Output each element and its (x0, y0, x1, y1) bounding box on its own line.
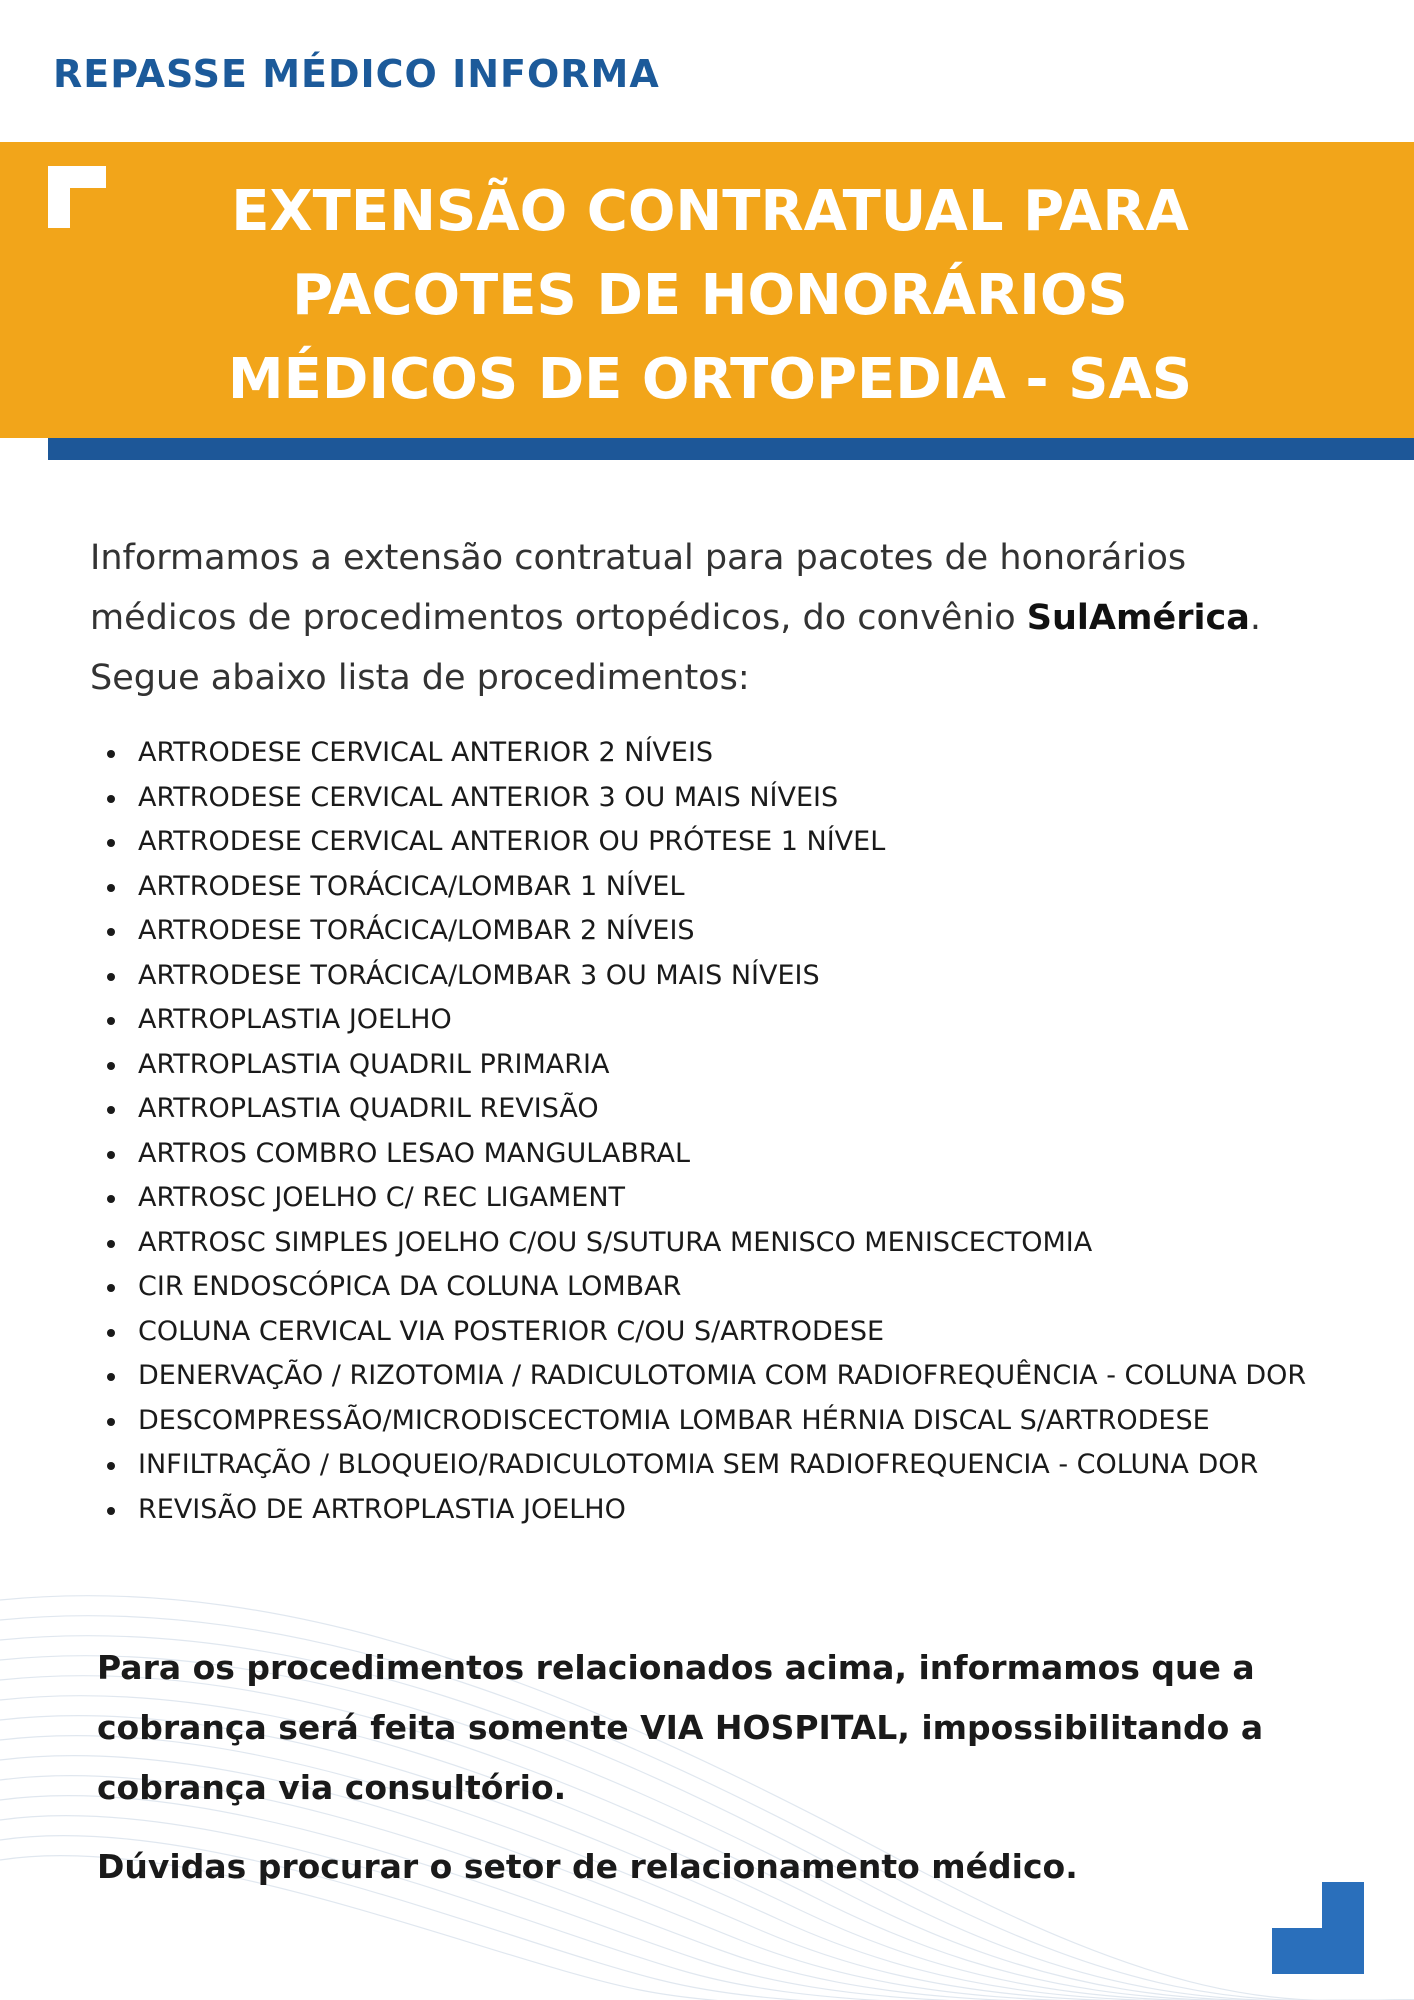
step-logo-icon (1272, 1882, 1364, 1974)
list-item: ARTROSC SIMPLES JOELHO C/OU S/SUTURA MENISCO MENISCECTOMIA (105, 1221, 1355, 1266)
list-item: REVISÃO DE ARTROPLASTIA JOELHO (105, 1488, 1355, 1533)
list-item: ARTRODESE TORÁCICA/LOMBAR 2 NÍVEIS (105, 909, 1355, 954)
list-item: DENERVAÇÃO / RIZOTOMIA / RADICULOTOMIA COM RADIOFREQUÊNCIA - COLUNA DOR (105, 1354, 1355, 1399)
questions-note: Dúvidas procurar o setor de relacionamento médico. (97, 1847, 1078, 1886)
list-item: DESCOMPRESSÃO/MICRODISCECTOMIA LOMBAR HÉRNIA DISCAL S/ARTRODESE (105, 1399, 1355, 1444)
page-title-line-3: MÉDICOS DE ORTOPEDIA - SAS (227, 347, 1193, 412)
list-item: ARTROPLASTIA QUADRIL PRIMARIA (105, 1043, 1355, 1088)
header-kicker: REPASSE MÉDICO INFORMA (53, 52, 660, 96)
list-item: INFILTRAÇÃO / BLOQUEIO/RADICULOTOMIA SEM RADIOFREQUENCIA - COLUNA DOR (105, 1443, 1355, 1488)
list-item: ARTRODESE TORÁCICA/LOMBAR 1 NÍVEL (105, 865, 1355, 910)
list-item: ARTROSC JOELHO C/ REC LIGAMENT (105, 1176, 1355, 1221)
page-title-line-2: PACOTES DE HONORÁRIOS (292, 263, 1128, 328)
list-item: ARTROPLASTIA QUADRIL REVISÃO (105, 1087, 1355, 1132)
list-item: ARTROS COMBRO LESAO MANGULABRAL (105, 1132, 1355, 1177)
list-item: ARTRODESE CERVICAL ANTERIOR 3 OU MAIS NÍVEIS (105, 776, 1355, 821)
intro-brand: SulAmérica (1026, 598, 1250, 638)
list-item: ARTRODESE CERVICAL ANTERIOR 2 NÍVEIS (105, 731, 1355, 776)
list-item: ARTROPLASTIA JOELHO (105, 998, 1355, 1043)
list-item: ARTRODESE TORÁCICA/LOMBAR 3 OU MAIS NÍVEIS (105, 954, 1355, 999)
page-title (110, 170, 1310, 422)
list-item: CIR ENDOSCÓPICA DA COLUNA LOMBAR (105, 1265, 1355, 1310)
intro-text-after: . Segue abaixo lista de procedimentos: (90, 598, 1261, 698)
procedure-list (105, 731, 1355, 1532)
intro-text-before: Informamos a extensão contratual para pacotes de honorários médicos de procedimentos ortopédicos, do convênio (90, 538, 1187, 638)
bracket-logo-icon (48, 166, 106, 228)
title-banner-stripe (48, 438, 1414, 460)
billing-notice: Para os procedimentos relacionados acima, informamos que a cobrança será feita somente VIA HOSPITAL, impossibilitando a cobrança via consultório. (97, 1648, 1264, 1807)
page-title-line-1: EXTENSÃO CONTRATUAL PARA (231, 179, 1189, 244)
list-item: ARTRODESE CERVICAL ANTERIOR OU PRÓTESE 1 NÍVEL (105, 820, 1355, 865)
list-item: COLUNA CERVICAL VIA POSTERIOR C/OU S/ARTRODESE (105, 1310, 1355, 1355)
intro-paragraph (90, 528, 1340, 708)
